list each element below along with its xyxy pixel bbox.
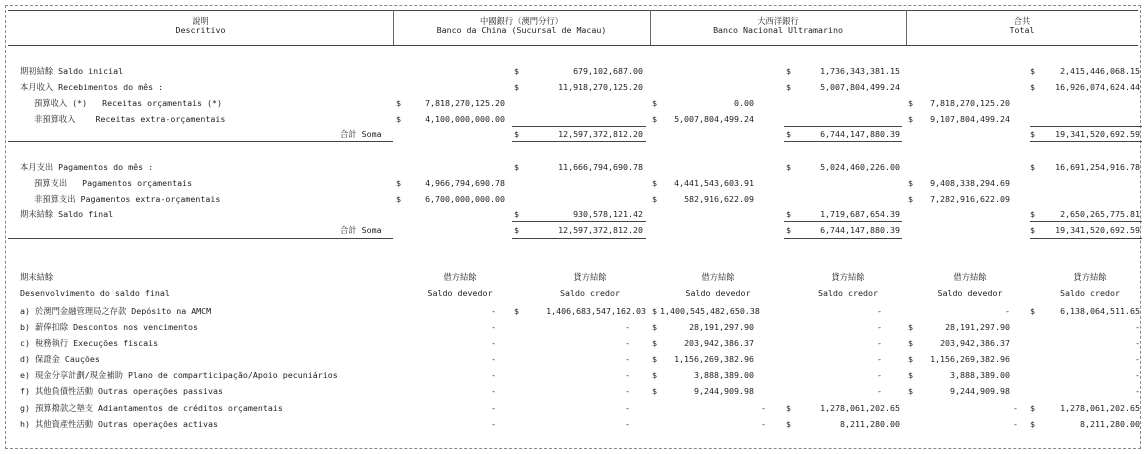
bnu-credit-value: - [877, 370, 882, 380]
bnu-debit-value: 9,244,909.98 [694, 386, 754, 396]
bnu-debit-value: - [761, 403, 766, 413]
sum-rule [1030, 126, 1142, 127]
currency-symbol: $ [1030, 403, 1035, 413]
currency-symbol: $ [1030, 82, 1035, 92]
header-total-zh: 合共 [1013, 16, 1031, 26]
sum-rule [784, 126, 902, 127]
boc-credit-value: - [625, 419, 630, 429]
saldo-inicial-label: 期初結餘 Saldo inicial [20, 66, 124, 76]
currency-symbol: $ [652, 114, 657, 124]
amount-bnu: 6,744,147,880.39 [820, 129, 900, 139]
boc-credit-value: - [625, 386, 630, 396]
bnu-debit-value: 28,191,297.90 [689, 322, 754, 332]
bnu-debit-heading-pt: Saldo devedor [685, 288, 751, 298]
amount-bnu-sub: 0.00 [734, 98, 754, 108]
currency-symbol: $ [652, 98, 657, 108]
boc-credit-value: 1,406,683,547,162.03 [546, 306, 646, 316]
header-bottom-rule [8, 45, 1138, 46]
recebimentos-label: 本月收入 Recebimentos do mês : [20, 82, 164, 92]
boc-debit-value: - [491, 322, 496, 332]
amount-total-sub: 7,282,916,622.09 [930, 194, 1010, 204]
bnu-credit-value: - [877, 306, 882, 316]
development-row-label: f) 其他負債性活動 Outras operações passivas [20, 386, 223, 396]
currency-symbol: $ [908, 194, 913, 204]
amount-boc: 11,918,270,125.20 [558, 82, 643, 92]
currency-symbol: $ [908, 386, 913, 396]
amount-total: 19,341,520,692.59 [1055, 225, 1140, 235]
development-title-zh: 期末結餘 [20, 272, 54, 282]
currency-symbol: $ [1030, 66, 1035, 76]
total-credit-value: - [1135, 386, 1140, 396]
currency-symbol: $ [514, 66, 519, 76]
amount-total: 2,415,446,068.15 [1060, 66, 1140, 76]
bnu-credit-value: - [877, 386, 882, 396]
sum-double-rule [512, 141, 646, 142]
total-credit-value: - [1135, 322, 1140, 332]
currency-symbol: $ [786, 209, 791, 219]
amount-boc-sub: 6,700,000,000.00 [425, 194, 505, 204]
currency-symbol: $ [1030, 209, 1035, 219]
boc-debit-value: - [491, 354, 496, 364]
soma-label: 合計 Soma [340, 129, 382, 139]
header-bnu-zh: 大西洋銀行 [757, 16, 799, 26]
currency-symbol: $ [514, 129, 519, 139]
bnu-credit-heading-pt: Saldo credor [818, 288, 878, 298]
currency-symbol: $ [908, 98, 913, 108]
pagamentos-label: 本月支出 Pagamentos do mês : [20, 162, 154, 172]
currency-symbol: $ [652, 370, 657, 380]
development-row-label: a) 於澳門金融管理局之存款 Depósito na AMCM [20, 306, 212, 316]
amount-boc: 12,597,372,812.20 [558, 225, 643, 235]
boc-credit-value: - [625, 322, 630, 332]
total-debit-heading-pt: Saldo devedor [937, 288, 1003, 298]
boc-credit-heading-zh: 貸方結餘 [573, 272, 607, 282]
boc-credit-value: - [625, 354, 630, 364]
boc-debit-value: - [491, 419, 496, 429]
total-debit-value: 28,191,297.90 [945, 322, 1010, 332]
amount-boc-sub: 7,818,270,125.20 [425, 98, 505, 108]
currency-symbol: $ [908, 322, 913, 332]
receitas-extra-label: 非預算收入 Receitas extra-orçamentais [34, 114, 226, 124]
currency-symbol: $ [908, 114, 913, 124]
amount-total-sub: 7,818,270,125.20 [930, 98, 1010, 108]
pagamentos-extra-label: 非預算支出 Pagamentos extra-orçamentais [34, 194, 221, 204]
currency-symbol: $ [652, 338, 657, 348]
currency-symbol: $ [786, 66, 791, 76]
total-debit-value: - [1013, 403, 1018, 413]
receitas-orcamentais-label: 預算收入 (*) Receitas orçamentais (*) [34, 98, 223, 108]
bnu-debit-heading-zh: 借方結餘 [701, 272, 735, 282]
currency-symbol: $ [514, 162, 519, 172]
sum-double-rule [784, 141, 902, 142]
currency-symbol: $ [1030, 225, 1035, 235]
boc-credit-heading-pt: Saldo credor [560, 288, 620, 298]
currency-symbol: $ [1030, 162, 1035, 172]
currency-symbol: $ [786, 403, 791, 413]
sum-rule [784, 221, 902, 222]
bnu-debit-value: 3,888,389.00 [694, 370, 754, 380]
currency-symbol: $ [396, 114, 401, 124]
total-credit-heading-pt: Saldo credor [1060, 288, 1120, 298]
total-credit-value: 8,211,280.00 [1080, 419, 1140, 429]
total-debit-value: 9,244,909.98 [950, 386, 1010, 396]
amount-boc-sub: 4,100,000,000.00 [425, 114, 505, 124]
total-credit-value: - [1135, 370, 1140, 380]
currency-symbol: $ [396, 194, 401, 204]
currency-symbol: $ [652, 194, 657, 204]
currency-symbol: $ [908, 178, 913, 188]
development-title-pt: Desenvolvimento do saldo final [20, 288, 170, 298]
header-top-rule [8, 10, 1138, 11]
currency-symbol: $ [786, 225, 791, 235]
sum-rule [512, 126, 646, 127]
amount-bnu-sub: 582,916,622.09 [684, 194, 754, 204]
currency-symbol: $ [396, 178, 401, 188]
total-credit-heading-zh: 貸方結餘 [1073, 272, 1107, 282]
currency-symbol: $ [908, 338, 913, 348]
boc-debit-value: - [491, 370, 496, 380]
bnu-credit-value: 8,211,280.00 [840, 419, 900, 429]
sum-rule [512, 221, 646, 222]
currency-symbol: $ [652, 354, 657, 364]
boc-debit-value: - [491, 306, 496, 316]
development-row-label: d) 保證金 Cauções [20, 354, 100, 364]
boc-debit-heading-pt: Saldo devedor [427, 288, 493, 298]
bnu-debit-value: - [761, 419, 766, 429]
currency-symbol: $ [908, 370, 913, 380]
currency-symbol: $ [786, 82, 791, 92]
amount-boc: 679,102,687.00 [573, 66, 643, 76]
total-debit-value: 3,888,389.00 [950, 370, 1010, 380]
soma-label: 合計 Soma [340, 225, 382, 235]
bnu-credit-value: 1,278,061,202.65 [820, 403, 900, 413]
currency-symbol: $ [514, 225, 519, 235]
total-credit-value: - [1135, 338, 1140, 348]
header-descritivo-zh: 說明 [192, 16, 209, 26]
bnu-credit-value: - [877, 354, 882, 364]
total-credit-value: - [1135, 354, 1140, 364]
amount-bnu: 5,007,804,499.24 [820, 82, 900, 92]
amount-total: 2,650,265,775.81 [1060, 209, 1140, 219]
total-credit-value: 6,138,064,511.65 [1060, 306, 1140, 316]
currency-symbol: $ [1030, 419, 1035, 429]
boc-debit-value: - [491, 386, 496, 396]
amount-total: 16,926,074,624.44 [1055, 82, 1140, 92]
amount-total-sub: 9,107,804,499.24 [930, 114, 1010, 124]
development-row-label: g) 預算撥款之墊支 Adiantamentos de créditos orçamentais [20, 403, 283, 413]
amount-bnu: 6,744,147,880.39 [820, 225, 900, 235]
bnu-debit-value: 203,942,386.37 [684, 338, 754, 348]
bnu-credit-heading-zh: 貸方結餘 [831, 272, 865, 282]
development-row-label: b) 薪俸扣除 Descontos nos vencimentos [20, 322, 199, 332]
currency-symbol: $ [1030, 306, 1035, 316]
header-descritivo-pt: Descritivo [175, 25, 226, 35]
total-debit-value: - [1013, 419, 1018, 429]
development-row-label: c) 稅務執行 Execuções fiscais [20, 338, 159, 348]
currency-symbol: $ [652, 306, 657, 316]
total-debit-value: 1,156,269,382.96 [930, 354, 1010, 364]
boc-credit-value: - [625, 403, 630, 413]
boc-credit-value: - [625, 370, 630, 380]
sum-rule [1030, 221, 1142, 222]
bnu-debit-value: 1,400,545,482,650.38 [660, 306, 760, 316]
amount-bnu: 1,736,343,381.15 [820, 66, 900, 76]
amount-boc: 11,666,794,690.78 [558, 162, 643, 172]
currency-symbol: $ [786, 162, 791, 172]
bnu-credit-value: - [877, 338, 882, 348]
saldo-final-label: 期末結餘 Saldo final [20, 209, 114, 219]
amount-total: 16,691,254,916.78 [1055, 162, 1140, 172]
amount-bnu: 5,024,460,226.00 [820, 162, 900, 172]
header-boc-pt: Banco da China (Sucursal de Macau) [436, 25, 607, 35]
total-debit-value: 203,942,386.37 [940, 338, 1010, 348]
currency-symbol: $ [908, 354, 913, 364]
amount-boc: 930,578,121.42 [573, 209, 643, 219]
total-credit-value: 1,278,061,202.65 [1060, 403, 1140, 413]
currency-symbol: $ [396, 98, 401, 108]
sum-double-rule [1030, 238, 1142, 239]
section-rule [8, 238, 393, 239]
currency-symbol: $ [514, 209, 519, 219]
total-debit-value: - [1005, 306, 1010, 316]
boc-debit-value: - [491, 338, 496, 348]
bnu-debit-value: 1,156,269,382.96 [674, 354, 754, 364]
pagamentos-orcamentais-label: 預算支出 Pagamentos orçamentais [34, 178, 193, 188]
total-debit-heading-zh: 借方結餘 [953, 272, 987, 282]
currency-symbol: $ [1030, 129, 1035, 139]
sum-double-rule [1030, 141, 1142, 142]
currency-symbol: $ [514, 82, 519, 92]
currency-symbol: $ [652, 386, 657, 396]
amount-bnu-sub: 5,007,804,499.24 [674, 114, 754, 124]
header-boc-zh: 中國銀行（澳門分行） [480, 16, 563, 26]
amount-bnu: 1,719,687,654.39 [820, 209, 900, 219]
sum-double-rule [512, 238, 646, 239]
amount-total-sub: 9,408,338,294.69 [930, 178, 1010, 188]
amount-boc-sub: 4,966,794,690.78 [425, 178, 505, 188]
bnu-credit-value: - [877, 322, 882, 332]
development-row-label: h) 其他資產性活動 Outras operações activas [20, 419, 218, 429]
boc-credit-value: - [625, 338, 630, 348]
amount-boc: 12,597,372,812.20 [558, 129, 643, 139]
header-total-pt: Total [1009, 25, 1035, 35]
currency-symbol: $ [652, 178, 657, 188]
amount-total: 19,341,520,692.59 [1055, 129, 1140, 139]
currency-symbol: $ [786, 419, 791, 429]
amount-bnu-sub: 4,441,543,603.91 [674, 178, 754, 188]
currency-symbol: $ [652, 322, 657, 332]
sum-double-rule [784, 238, 902, 239]
currency-symbol: $ [514, 306, 519, 316]
section-rule [8, 141, 393, 142]
development-row-label: e) 現金分享計劃/現金補助 Plano de comparticipação/Apoio pecuniários [20, 370, 338, 380]
boc-debit-heading-zh: 借方結餘 [443, 272, 477, 282]
currency-symbol: $ [786, 129, 791, 139]
boc-debit-value: - [491, 403, 496, 413]
header-bnu-pt: Banco Nacional Ultramarino [713, 25, 843, 35]
